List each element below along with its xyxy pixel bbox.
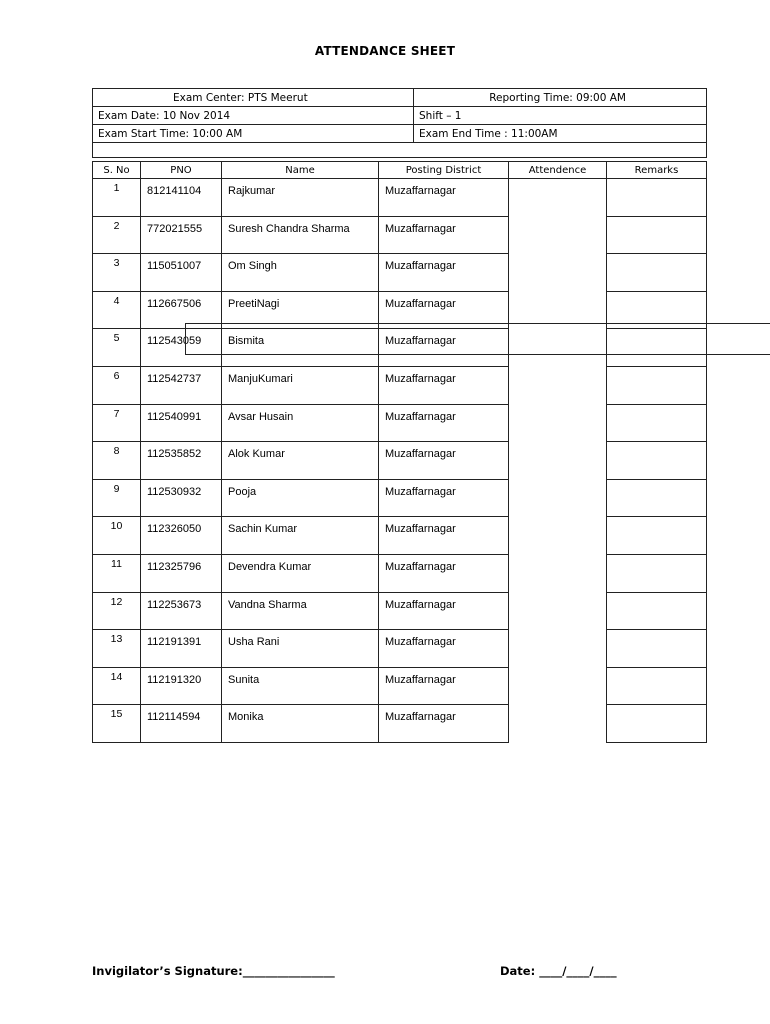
cell-sno: 3	[93, 254, 141, 292]
cell-district: Muzaffarnagar	[379, 705, 509, 743]
cell-name: Sachin Kumar	[222, 517, 379, 555]
cell-pno: 112191320	[141, 667, 222, 705]
cell-district: Muzaffarnagar	[379, 442, 509, 480]
table-header-row	[93, 162, 707, 179]
cell-sno: 7	[93, 404, 141, 442]
cell-pno: 112114594	[141, 705, 222, 743]
cell-attendance	[185, 323, 770, 356]
cell-remarks	[607, 216, 707, 254]
cell-district: Muzaffarnagar	[379, 479, 509, 517]
cell-pno: 112326050	[141, 517, 222, 555]
cell-remarks	[607, 254, 707, 292]
cell-district: Muzaffarnagar	[379, 404, 509, 442]
cell-name: Vandna Sharma	[222, 592, 379, 630]
cell-pno: 112530932	[141, 479, 222, 517]
table-row	[93, 705, 707, 743]
cell-district: Muzaffarnagar	[379, 366, 509, 404]
cell-remarks	[607, 442, 707, 480]
table-row	[93, 216, 707, 254]
table-row	[93, 366, 707, 404]
cell-remarks	[607, 667, 707, 705]
blank-row	[93, 143, 707, 158]
cell-district: Muzaffarnagar	[379, 667, 509, 705]
cell-name: Usha Rani	[222, 630, 379, 668]
cell-sno: 2	[93, 216, 141, 254]
invigilator-signature: Invigilator’s Signature:________________	[92, 964, 335, 978]
exam-start-time: Exam Start Time: 10:00 AM	[93, 125, 414, 143]
exam-info-row	[93, 89, 707, 107]
cell-sno: 9	[93, 479, 141, 517]
table-row	[93, 404, 707, 442]
cell-name: Rajkumar	[222, 179, 379, 217]
cell-sno: 5	[93, 329, 141, 367]
cell-sno: 6	[93, 366, 141, 404]
cell-name: ManjuKumari	[222, 366, 379, 404]
table-row	[93, 179, 707, 217]
column-header-remarks: Remarks	[607, 162, 707, 179]
date-field: Date: ____/____/____	[500, 964, 617, 978]
cell-name: Avsar Husain	[222, 404, 379, 442]
cell-name: Suresh Chandra Sharma	[222, 216, 379, 254]
table-row	[93, 479, 707, 517]
cell-pno: 112667506	[141, 291, 222, 329]
cell-sno: 10	[93, 517, 141, 555]
cell-name: PreetiNagi	[222, 291, 379, 329]
table-row	[93, 517, 707, 555]
cell-remarks	[607, 517, 707, 555]
column-header-district: Posting District	[379, 162, 509, 179]
cell-sno: 4	[93, 291, 141, 329]
cell-district: Muzaffarnagar	[379, 254, 509, 292]
column-header-pno: PNO	[141, 162, 222, 179]
cell-sno: 12	[93, 592, 141, 630]
cell-district: Muzaffarnagar	[379, 554, 509, 592]
blank-cell	[93, 143, 707, 158]
cell-district: Muzaffarnagar	[379, 216, 509, 254]
cell-name: Monika	[222, 705, 379, 743]
cell-pno: 772021555	[141, 216, 222, 254]
cell-name: Devendra Kumar	[222, 554, 379, 592]
table-row	[93, 554, 707, 592]
table-row	[93, 630, 707, 668]
cell-remarks	[607, 592, 707, 630]
reporting-time: Reporting Time: 09:00 AM	[414, 89, 707, 107]
exam-info-row	[93, 125, 707, 143]
cell-pno: 812141104	[141, 179, 222, 217]
exam-date: Exam Date: 10 Nov 2014	[93, 107, 414, 125]
cell-pno: 112540991	[141, 404, 222, 442]
cell-sno: 15	[93, 705, 141, 743]
page-title: ATTENDANCE SHEET	[314, 44, 456, 58]
cell-pno: 112535852	[141, 442, 222, 480]
cell-remarks	[607, 404, 707, 442]
cell-remarks	[607, 479, 707, 517]
cell-sno: 1	[93, 179, 141, 217]
column-header-attendance: Attendence	[509, 162, 607, 179]
cell-name: Bismita	[222, 329, 379, 367]
table-row	[93, 592, 707, 630]
cell-pno: 115051007	[141, 254, 222, 292]
cell-remarks	[607, 705, 707, 743]
cell-pno: 112191391	[141, 630, 222, 668]
cell-district: Muzaffarnagar	[379, 517, 509, 555]
cell-district: Muzaffarnagar	[379, 179, 509, 217]
exam-info-table	[92, 88, 707, 158]
cell-name: Om Singh	[222, 254, 379, 292]
exam-info-row	[93, 107, 707, 125]
cell-remarks	[607, 630, 707, 668]
cell-pno: 112325796	[141, 554, 222, 592]
cell-pno: 112253673	[141, 592, 222, 630]
cell-name: Pooja	[222, 479, 379, 517]
attendance-table	[92, 161, 707, 743]
cell-remarks	[607, 179, 707, 217]
cell-name: Sunita	[222, 667, 379, 705]
cell-remarks	[607, 554, 707, 592]
attendance-rows	[93, 179, 707, 743]
cell-pno: 112542737	[141, 366, 222, 404]
shift: Shift – 1	[414, 107, 707, 125]
cell-name: Alok Kumar	[222, 442, 379, 480]
cell-sno: 8	[93, 442, 141, 480]
column-header-name: Name	[222, 162, 379, 179]
cell-sno: 13	[93, 630, 141, 668]
cell-pno: 112543059	[141, 329, 222, 367]
cell-district: Muzaffarnagar	[379, 291, 509, 329]
cell-remarks	[607, 366, 707, 404]
column-header-sno: S. No	[93, 162, 141, 179]
cell-sno: 14	[93, 667, 141, 705]
table-row	[93, 442, 707, 480]
table-row	[93, 667, 707, 705]
cell-district: Muzaffarnagar	[379, 592, 509, 630]
cell-sno: 11	[93, 554, 141, 592]
exam-center: Exam Center: PTS Meerut	[93, 89, 414, 107]
table-row	[93, 254, 707, 292]
cell-district: Muzaffarnagar	[379, 329, 509, 367]
cell-district: Muzaffarnagar	[379, 630, 509, 668]
exam-end-time: Exam End Time : 11:00AM	[414, 125, 707, 143]
